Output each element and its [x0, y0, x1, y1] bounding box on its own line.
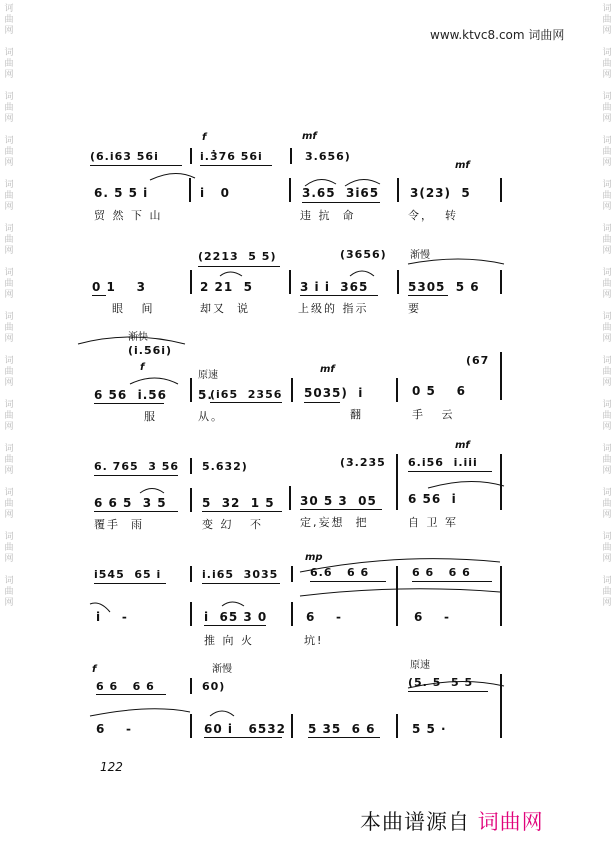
beam-line: [308, 737, 380, 738]
melody-measure: 0 1 3: [92, 280, 146, 294]
melody-measure: 5 32 1 5: [202, 496, 275, 510]
beam-line: [210, 402, 282, 403]
beam-line: [302, 202, 380, 203]
dynamic-mark: mf: [455, 160, 470, 171]
melody-measure: 6 -: [96, 722, 133, 736]
bar-line: [500, 566, 502, 626]
beam-line: [204, 737, 282, 738]
source-footer: [360, 806, 544, 836]
beam-line: [94, 583, 166, 584]
bar-line: [190, 378, 192, 402]
melody-measure: 6 -: [414, 610, 451, 624]
beam-line: [94, 475, 178, 476]
accompaniment-measure: (3656): [340, 248, 387, 261]
lyric-line: 翻: [350, 408, 363, 421]
melody-measure: 2 21 5: [200, 280, 253, 294]
lyric-line: 推 向 火: [204, 634, 254, 647]
bar-line: [190, 678, 192, 694]
bar-line: [291, 378, 293, 402]
bar-line: [397, 270, 399, 294]
bar-line: [500, 674, 502, 738]
melody-measure: 3 i i 365: [300, 280, 369, 294]
bar-line: [396, 454, 398, 510]
accompaniment-measure: i.3̇76 56i: [200, 150, 263, 163]
lyric-line: 定,妄想 把: [300, 516, 369, 529]
accompaniment-measure: (67: [466, 354, 490, 367]
beam-line: [310, 581, 386, 582]
accompaniment-measure: 5.632): [202, 460, 248, 473]
melody-measure: 6 6 5 3 5: [94, 496, 167, 510]
slur: [220, 272, 242, 276]
accompaniment-measure: 6.6 6 6: [310, 566, 370, 579]
accompaniment-measure: (i65 2356: [210, 388, 283, 401]
bar-line: [500, 352, 502, 400]
accompaniment-measure: 6 6 6 6: [412, 566, 471, 579]
bar-line: [396, 378, 398, 402]
bar-line: [397, 178, 399, 202]
bar-line: [500, 454, 502, 510]
melody-measure: 5035) i: [304, 386, 364, 400]
lyric-line: 覆手 雨: [94, 518, 144, 531]
melody-measure: 5305 5 6: [408, 280, 480, 294]
slur: [210, 711, 234, 716]
bar-line: [190, 458, 192, 474]
tempo-mark: 渐慢: [410, 250, 430, 261]
lyric-line: 变 幻 不: [202, 518, 263, 531]
bar-line: [289, 178, 291, 202]
slur: [140, 489, 164, 494]
melody-measure: 6 -: [306, 610, 343, 624]
bar-line: [289, 486, 291, 510]
slur: [222, 602, 244, 606]
tempo-mark: 原速: [410, 660, 430, 671]
lyric-line: 坑!: [304, 634, 324, 647]
melody-measure: i 0: [200, 186, 230, 200]
dynamic-mark: mf: [455, 440, 470, 451]
bar-line: [190, 148, 192, 164]
lyric-line: 眼 间: [112, 302, 155, 315]
bar-line: [500, 178, 502, 202]
beam-line: [304, 402, 340, 403]
beam-line: [96, 694, 166, 695]
lyric-line: 要: [408, 302, 421, 315]
accompaniment-measure: 60): [202, 680, 226, 693]
brand-link[interactable]: 词曲网: [477, 810, 544, 834]
beam-line: [202, 583, 280, 584]
tempo-mark: 渐快: [128, 332, 148, 343]
lyric-line: 上级的 指示: [298, 302, 369, 315]
bar-line: [291, 602, 293, 626]
accompaniment-measure: 6.i56 i.iii: [408, 456, 478, 469]
dynamic-mark: mp: [305, 552, 323, 563]
site-header[interactable]: www.ktvc8.com 词曲网: [430, 28, 565, 42]
beam-line: [200, 165, 272, 166]
beam-line: [94, 403, 164, 404]
bar-line: [190, 566, 192, 582]
melody-measure: 3.65 3i65: [302, 186, 380, 200]
beam-line: [94, 511, 178, 512]
accompaniment-measure: (i.56i): [128, 344, 173, 357]
beam-line: [408, 691, 488, 692]
page-number: 122: [100, 760, 123, 774]
beam-line: [408, 295, 448, 296]
accompaniment-measure: (5. 5 5 5: [408, 676, 474, 689]
slur: [428, 481, 504, 488]
melody-measure: i -: [96, 610, 128, 624]
accompaniment-measure: 6 6 6 6: [96, 680, 155, 693]
bar-line: [190, 270, 192, 294]
accompaniment-measure: (6.i63 56i: [90, 150, 159, 163]
dynamic-mark: f: [92, 664, 97, 675]
melody-measure: 6. 5 5 i: [94, 186, 149, 200]
melody-measure: 5 35 6 6: [308, 722, 376, 736]
dynamic-mark: mf: [320, 364, 335, 375]
lyric-line: 贸 然 下 山: [94, 209, 163, 222]
bar-line: [291, 566, 293, 582]
melody-measure: 5.: [198, 388, 213, 402]
bar-line: [190, 714, 192, 738]
lyric-line: 自 卫 军: [408, 516, 458, 529]
accompaniment-measure: 3.656): [305, 150, 351, 163]
accompaniment-measure: i.i65 3035: [202, 568, 279, 581]
beam-line: [198, 266, 280, 267]
bar-line: [291, 714, 293, 738]
beam-line: [408, 471, 492, 472]
lyric-line: 从。: [198, 410, 224, 423]
lyric-line: 违 抗 命: [300, 209, 356, 222]
accompaniment-measure: i545 65 i: [94, 568, 162, 581]
bar-line: [189, 178, 191, 202]
melody-measure: 30 5 3 05: [300, 494, 377, 508]
watermark-right: 词 曲 网 词 曲 网 词 曲 网 词 曲 网 词 曲 网 词 曲 网 词 曲 网 词 曲 网 词 曲 网 词 曲 网 词 曲 网 词 曲 网 词 曲 网 词 曲 网: [602, 4, 612, 608]
slur: [90, 709, 190, 716]
slur: [130, 378, 178, 384]
lyric-line: 却又 说: [200, 302, 250, 315]
tempo-mark: 渐慢: [212, 664, 232, 675]
tempo-mark: 原速: [198, 370, 218, 381]
accompaniment-measure: 6. 765 3 56: [94, 460, 180, 473]
lyric-line: 令， 转: [408, 209, 458, 222]
slur: [350, 271, 374, 276]
lyric-line: 服: [144, 410, 157, 423]
accompaniment-measure: (3.235: [340, 456, 386, 469]
melody-measure: 60 i 6532: [204, 722, 286, 736]
melody-measure: 0 5 6: [412, 384, 466, 398]
bar-line: [190, 602, 192, 626]
beam-line: [300, 509, 382, 510]
bar-line: [396, 566, 398, 626]
beam-line: [412, 581, 492, 582]
beam-line: [92, 295, 106, 296]
beam-line: [204, 625, 266, 626]
melody-measure: i 65 3 0: [204, 610, 268, 624]
melody-measure: 5 5 ·: [412, 722, 447, 736]
melody-measure: 3(23) 5: [410, 186, 471, 200]
bar-line: [290, 148, 292, 164]
melody-measure: 6 56 i.56: [94, 388, 167, 402]
lyric-line: 手 云: [412, 408, 455, 421]
beam-line: [90, 165, 182, 166]
slur: [300, 589, 500, 596]
beam-line: [300, 295, 378, 296]
dynamic-mark: f: [140, 362, 145, 373]
watermark-left: 诃 曲 网 词 曲 网 词 曲 网 词 曲 网 词 曲 网 词 曲 网 词 曲 网 词 曲 网 词 曲 网 词 曲 网 词 曲 网 词 曲 网 词 曲 网 词 曲 网: [4, 4, 14, 608]
dynamic-mark: mf: [302, 131, 317, 142]
source-label: 本曲谱源自: [360, 810, 470, 834]
bar-line: [396, 714, 398, 738]
beam-line: [202, 511, 282, 512]
melody-measure: 6 56 i: [408, 492, 457, 506]
bar-line: [500, 270, 502, 294]
dynamic-mark: f: [202, 132, 207, 143]
bar-line: [289, 270, 291, 294]
bar-line: [190, 488, 192, 512]
accompaniment-measure: (2213 5 5): [198, 250, 277, 263]
